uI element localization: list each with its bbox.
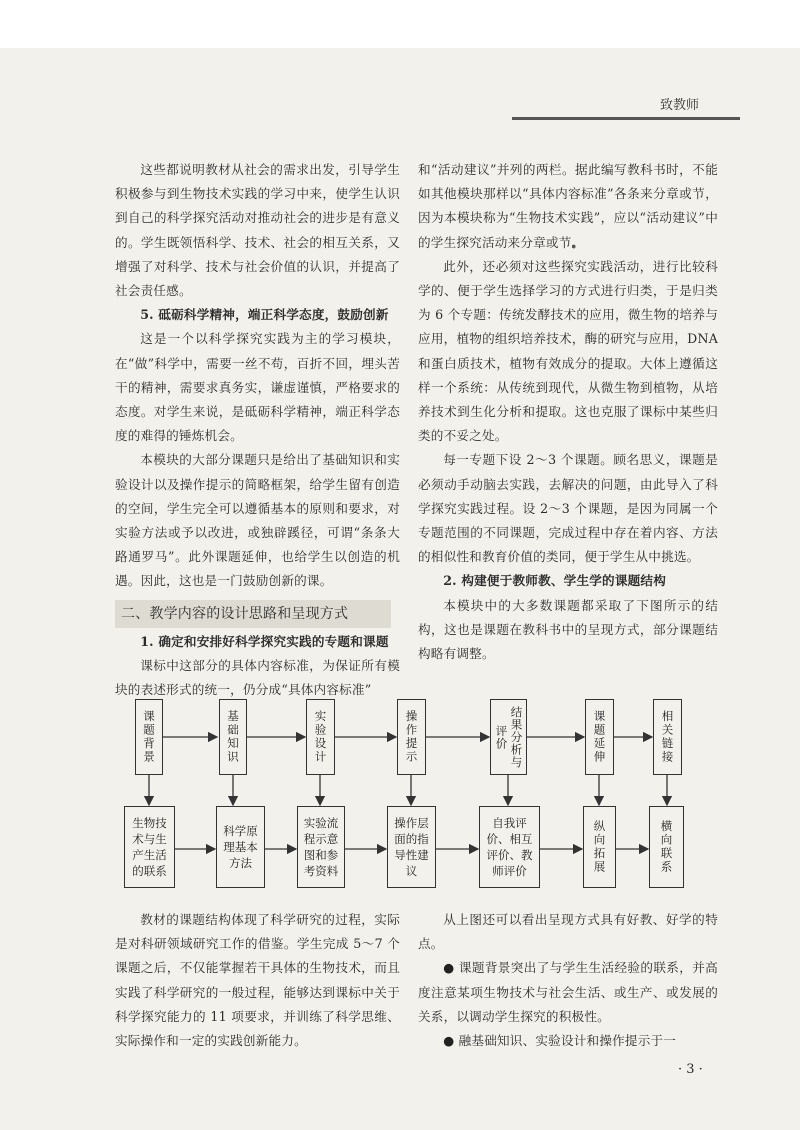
box-label: 横向联系 bbox=[659, 820, 674, 874]
paragraph: 这些都说明教材从社会的需求出发，引导学生积极参与到生物技术实践的学习中来，使学生认识到自己的科学探究活动对推动社会的进步是有意义的。学生既领悟科学、技术、社会的相互关系，又增强了对科学、技术与社会价值的认识，并提高了社会责任感。 bbox=[115, 162, 400, 299]
box-label: 科学原理基本方法 bbox=[223, 824, 258, 870]
box-label: 课题背景 bbox=[142, 710, 156, 764]
paragraph: 从上图还可以看出呈现方式具有好教、好学的特点。 bbox=[418, 912, 718, 952]
bottom-right-column bbox=[418, 908, 718, 1053]
left-column bbox=[115, 158, 400, 702]
paragraph: 课标中这部分的具体内容标准，为保证所有模块的表述形式的统一，仍分成“具体内容标准” bbox=[115, 658, 400, 698]
section-heading: 2. 构建便于教师教、学生学的课题结构 bbox=[443, 573, 667, 589]
paragraph: 这是一个以科学探究实践为主的学习模块，在“做”科学中，需要一丝不苟，百折不回，埋头苦干的精神，需要求真务实，谦虚谨慎，严格要求的态度。对学生来说，是砥砺科学精神，端正科学态度的难得的锤炼机会。 bbox=[115, 331, 400, 444]
chapter-heading: 二、教学内容的设计思路和呈现方式 bbox=[115, 600, 391, 628]
running-header: 致教师 bbox=[660, 98, 700, 113]
bottom-left-column bbox=[115, 908, 400, 1053]
bullet-text: 课题背景突出了与学生生活经验的联系，并高度注意某项生物技术与社会生活、或生产、或发展的关系，以调动学生探究的积极性。 bbox=[418, 960, 718, 1024]
box-label: 结果分析与评价 bbox=[494, 705, 524, 769]
box-label: 操作提示 bbox=[404, 710, 419, 764]
paragraph: 教材的课题结构体现了科学研究的过程，实际是对科研领域研究工作的借鉴。学生完成 5～7 个课题之后，不仅能掌握若干具体的生物技术，而且实践了科学研究的一般过程，能够达到课标中关于科学探究能力的 11 项要求，并训练了科学思维、实际操作和一定的实践创新能力。 bbox=[115, 912, 400, 1049]
box-label: 相关链接 bbox=[660, 710, 675, 764]
box-label: 实验流程示意图和参考资料 bbox=[303, 816, 339, 878]
section-heading: 5. 砥砺科学精神，端正科学态度，鼓励创新 bbox=[140, 307, 389, 323]
box-label: 自我评价、相互评价、教师评价 bbox=[486, 816, 533, 878]
box-label: 纵向拓展 bbox=[592, 820, 607, 874]
box-label: 生物技术与生产生活的联系 bbox=[132, 816, 167, 878]
box-label: 基础知识 bbox=[226, 710, 240, 764]
box-label: 实验设计 bbox=[313, 710, 328, 764]
paragraph: 和“活动建议”并列的两栏。据此编写教科书时，不能如其他模块那样以“具体内容标准”各条来分章或节，因为本模块称为“生物技术实践”，应以“活动建议”中的学生探究活动来分章或节。 bbox=[418, 162, 718, 250]
header-rule bbox=[512, 117, 740, 120]
paragraph: 每一专题下设 2～3 个课题。顾名思义，课题是必须动手动脑去实践，去解决的问题，由此导入了科学探究实践过程。设 2～3 个课题，是因为同属一个专题范围的不同课题，完成过程中存在着内容、方法的相似性和教育价值的类同，便于学生从中挑选。 bbox=[418, 452, 718, 565]
bullet-paragraph bbox=[418, 1029, 718, 1053]
page-number: · 3 · bbox=[678, 1062, 703, 1077]
paragraph: 此外，还必须对这些探究实践活动，进行比较科学的、便于学生选择学习的方式进行归类，于是归类为 6 个专题：传统发酵技术的应用，微生物的培养与应用，植物的组织培养技术，酶的研究与应用，DNA 和蛋白质技术，植物有效成分的提取。大体上遵循这样一个系统：从传统到现代，从微生物到植物，从培养技术到生化分析和提取。这也克服了课标中某些归类的不妥之处。 bbox=[418, 258, 718, 444]
bullet-icon: ● bbox=[443, 960, 455, 976]
paragraph: 本模块中的大多数课题都采取了下图所示的结构，这也是课题在教科书中的呈现方式，部分课题结构略有调整。 bbox=[418, 597, 718, 662]
bullet-icon: ● bbox=[443, 1033, 455, 1049]
box-label: 操作层面的指导性建议 bbox=[394, 816, 429, 878]
right-column bbox=[418, 158, 718, 666]
box-label: 课题延伸 bbox=[592, 710, 607, 764]
bullet-text: 融基础知识、实验设计和操作提示于一 bbox=[458, 1033, 677, 1049]
section-heading: 1. 确定和安排好科学探究实践的专题和课题 bbox=[140, 633, 389, 649]
paragraph: 本模块的大部分课题只是给出了基础知识和实验设计以及操作提示的简略框架，给学生留有创造的空间，学生完全可以遵循基本的原则和要求，对实验方法或予以改进，或独辟蹊径，可谓“条条大路通罗马”。此外课题延伸，也给学生以创造的机遇。因此，这也是一门鼓励创新的课。 bbox=[115, 452, 400, 589]
bullet-paragraph bbox=[418, 956, 718, 1029]
